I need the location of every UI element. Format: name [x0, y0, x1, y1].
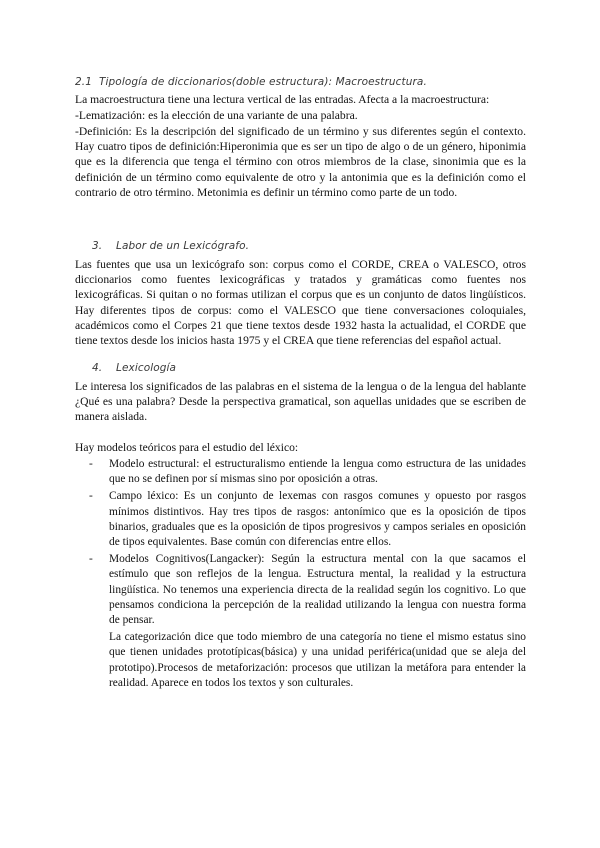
paragraph: -Definición: Es la descripción del significado de un término y sus diferentes según el contexto. Hay cuatro tipos de definición:Hiperonimia que es ser un tipo de algo o de un género, hiponimia que es la diferencia que tenga el término con otros miembros de la clase, sinonimia que es la definición de un término como equivalente de otro y la antonimia que es la definición como el contrario de otro término. Metonimia es definir un término como parte de un todo.	[75, 125, 526, 199]
list-marker: -	[89, 458, 93, 470]
list-item-text: Modelos Cognitivos(Langacker): Según la estructura mental con la que sacamos el estímulo que son reflejos de la lengua. Estructura mental, la realidad y la estructura lingüística. No tenemos una experiencia directa de la realidad según los cognitivo. Lo que pensamos condiciona la percepción de la realidad utilizando la lengua con nuestra forma de pensar.	[109, 553, 526, 627]
list-marker: -	[89, 490, 93, 503]
theoretical-models-list	[75, 457, 526, 693]
list-item	[75, 552, 526, 691]
section-number: 4.	[92, 362, 103, 374]
paragraph: Le interesa los significados de las palabras en el sistema de la lengua o de la lengua del hablante ¿Qué es una palabra? Desde la perspectiva gramatical, son aquellas unidades que se escriben de manera aislada.	[75, 380, 526, 424]
section-title: Labor de un Lexicógrafo.	[116, 240, 250, 252]
list-item-text: Modelo estructural: el estructuralismo entiende la lengua como estructura de las unidades que no se definen por sí mismas sino por oposición a otras.	[109, 458, 526, 486]
list-item-continuation: La categorización dice que todo miembro de una categoría no tiene el mismo estatus sino que tienen unidades prototípicas(básica) y una unidad periférica(unidad que se aleja del prototipo).Procesos de metaforización: procesos que utilizan la metáfora para entender la realidad. Aparece en todos los textos y son culturales.	[109, 631, 526, 689]
list-item	[75, 489, 526, 550]
section-number: 2.1	[75, 76, 92, 88]
list-item-text: Campo léxico: Es un conjunto de lexemas con rasgos comunes y opuesto por rasgos mínimos distintivos. Hay tres tipos de rasgos: antonímico que es la oposición de tipos binarios, graduales que es la oposición de tipos progresivos y campos seriales en oposición de tipos equivalentes. Base común con diferencias entre ellos.	[109, 490, 526, 549]
section-title: Tipología de diccionarios(doble estructura): Macroestructura.	[99, 76, 427, 88]
list-marker: -	[89, 553, 93, 566]
paragraph: La macroestructura tiene una lectura vertical de las entradas. Afecta a la macroestructura:	[75, 93, 490, 106]
list-item	[75, 457, 526, 487]
paragraph: Las fuentes que usa un lexicógrafo son: corpus como el CORDE, CREA o VALESCO, otros diccionarios como fuentes lexicográficas y tratados y gramáticas como fuentes nos lexicográficas. Si quitan o no formas utilizan el corpus que es un conjunto de datos lingüísticos. Hay diferentes tipos de corpus: como el VALESCO que tiene conversaciones coloquiales, académicos como el Corpes 21 que tiene textos desde 1932 hasta la actualidad, el CORDE que tiene textos desde los inicios hasta 1975 y el CREA que tiene referencias del español actual.	[75, 258, 526, 348]
section-heading-3	[92, 240, 249, 252]
section-number: 3.	[92, 240, 103, 252]
paragraph: -Lematización: es la elección de una variante de una palabra.	[75, 109, 358, 122]
section-heading-2-1	[75, 76, 427, 88]
section-title: Lexicología	[116, 362, 177, 374]
section-heading-4	[92, 362, 176, 374]
paragraph: Hay modelos teóricos para el estudio del léxico:	[75, 441, 299, 454]
